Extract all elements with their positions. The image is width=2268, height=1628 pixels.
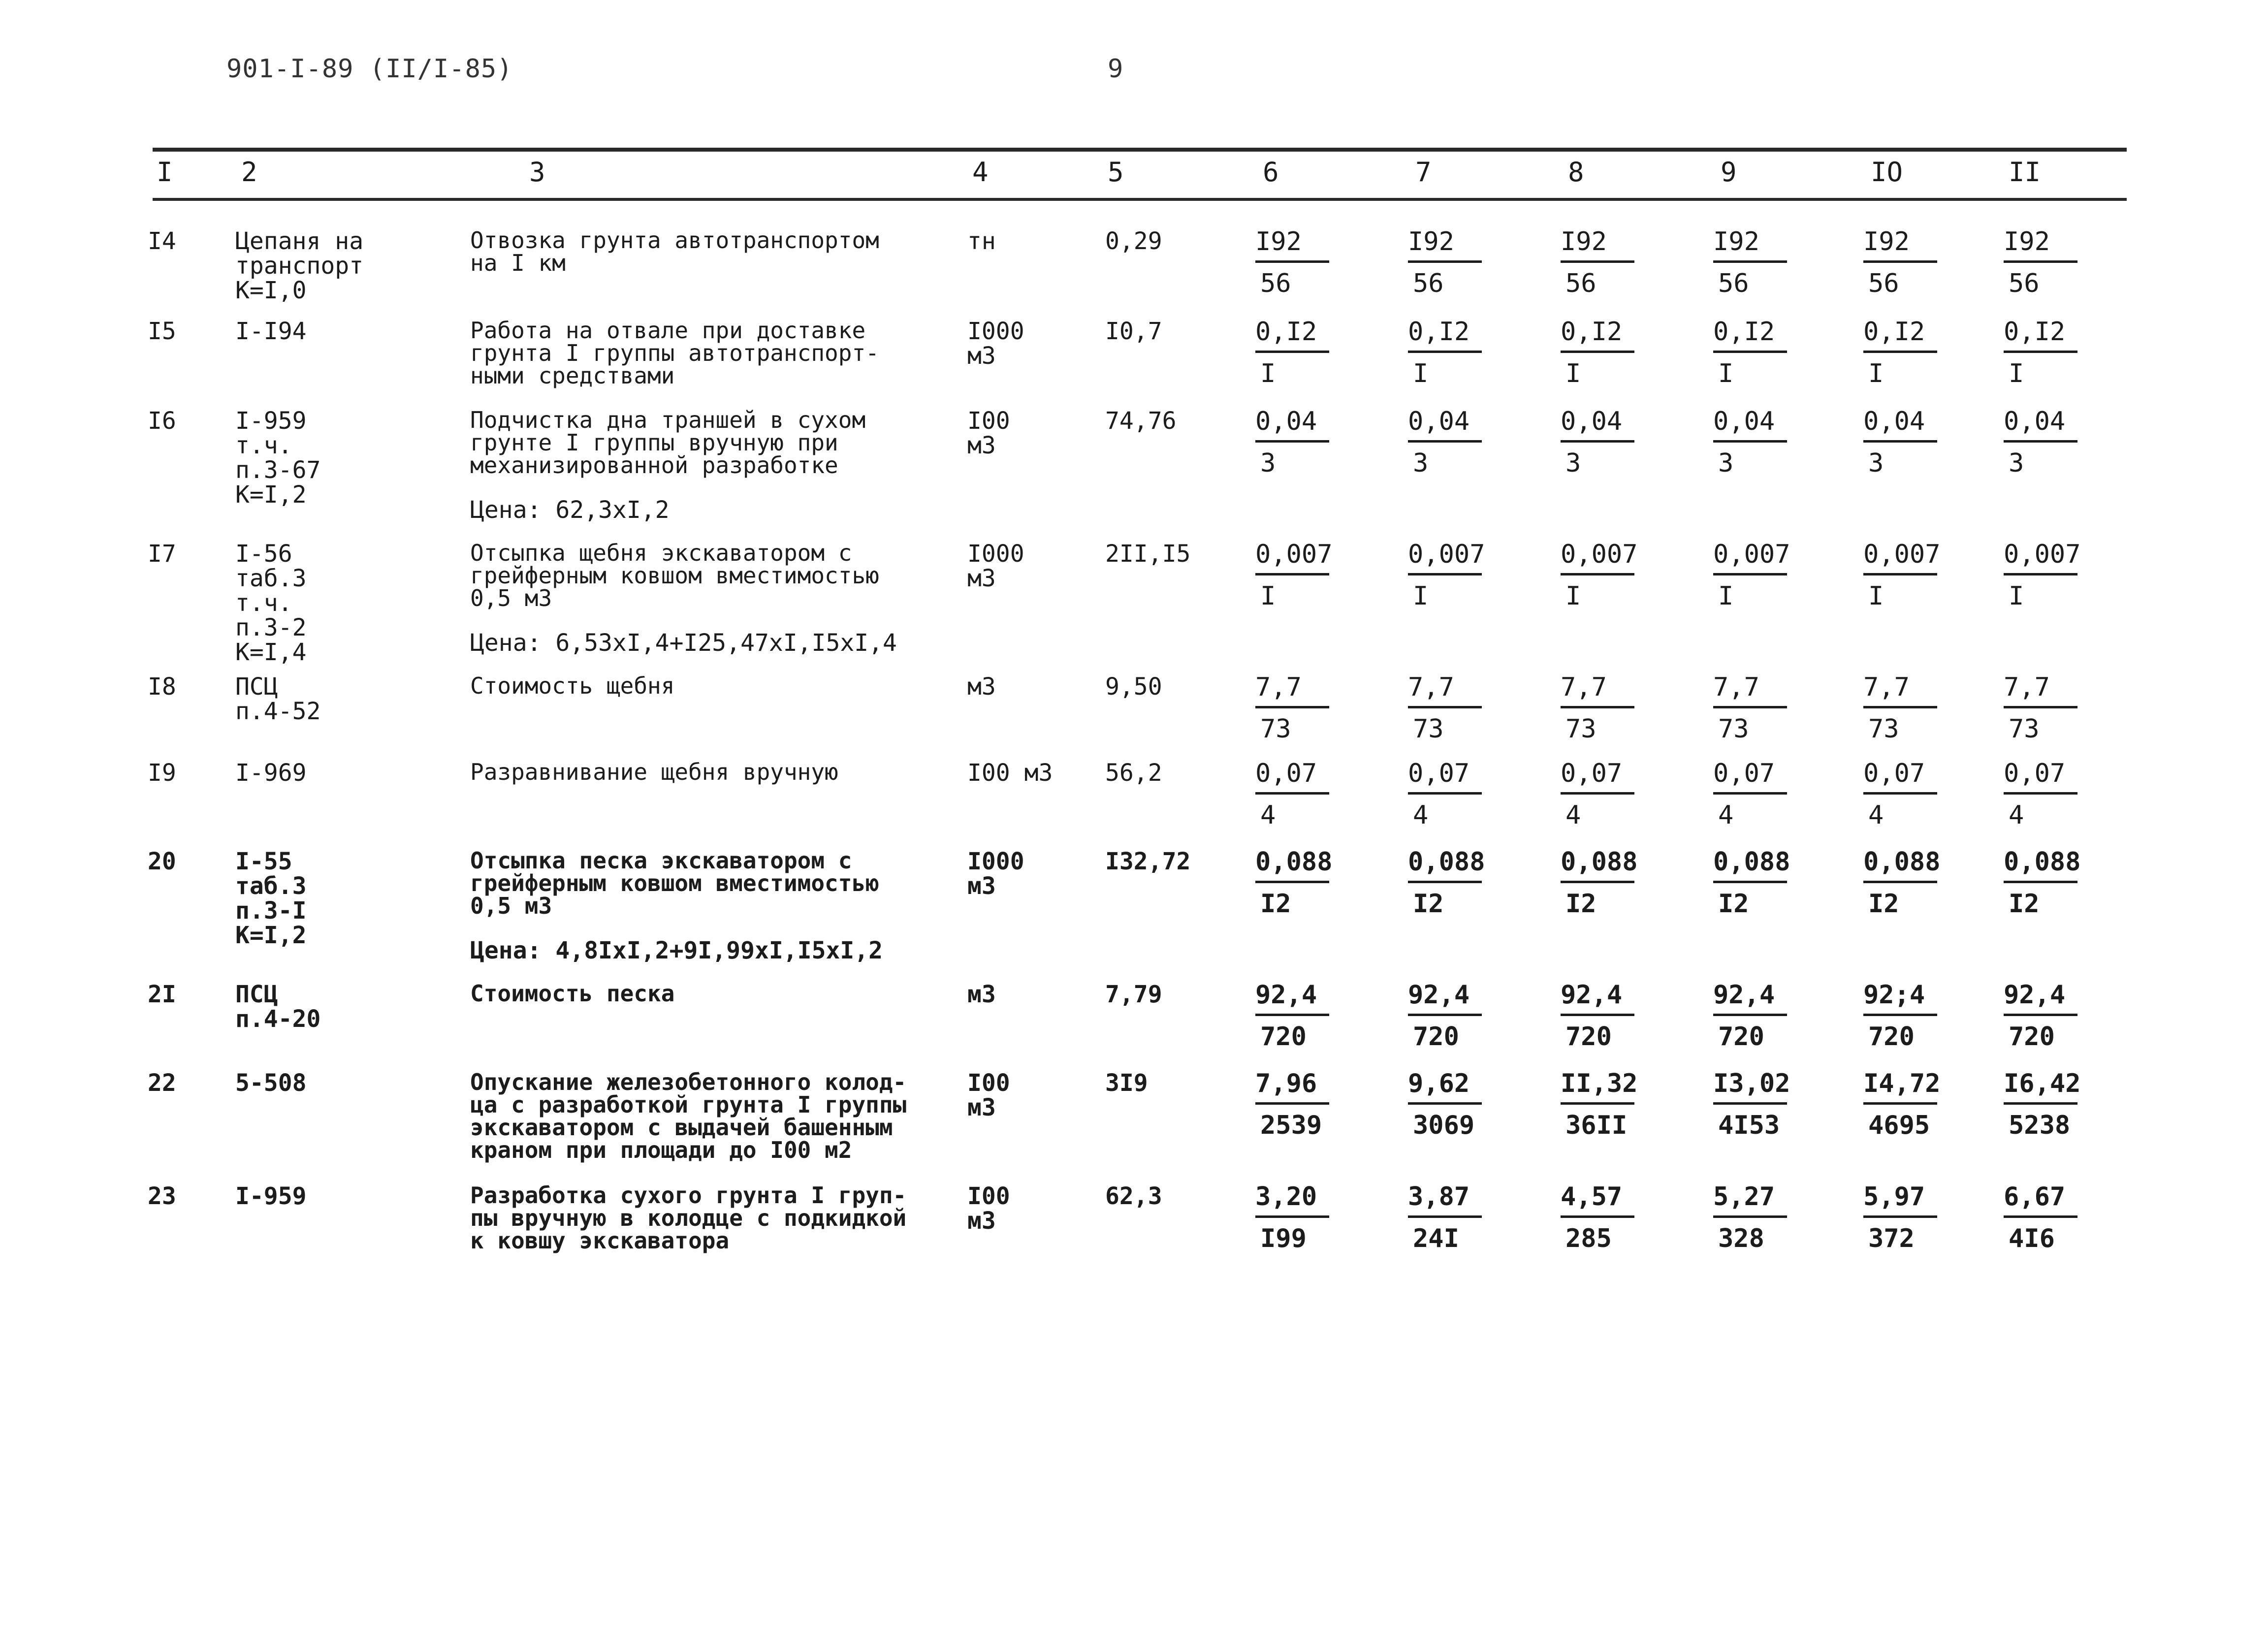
fraction-denominator: 4 bbox=[1413, 800, 1429, 830]
fraction-numerator: 0,I2 bbox=[2004, 319, 2077, 353]
fraction-numerator: 0,I2 bbox=[1561, 319, 1634, 353]
price-calculation: Цена: 62,3xI,2 bbox=[470, 496, 670, 524]
fraction-denominator: 720 bbox=[1260, 1022, 1307, 1052]
fraction-denominator: 4 bbox=[1718, 800, 1734, 830]
unit: I000 м3 bbox=[967, 848, 1024, 900]
fraction-numerator: I6,42 bbox=[2004, 1071, 2077, 1105]
value-fraction bbox=[2004, 319, 2077, 386]
value-fraction bbox=[1255, 674, 1329, 742]
fraction-numerator: 0,07 bbox=[1408, 761, 1482, 795]
fraction-numerator: I92 bbox=[2004, 229, 2077, 263]
fraction-denominator: 4 bbox=[1260, 800, 1276, 830]
fraction-denominator: 56 bbox=[2009, 269, 2040, 298]
fraction-numerator: 0,04 bbox=[1713, 409, 1787, 443]
fraction-numerator: 0,007 bbox=[2004, 542, 2077, 575]
unit: I00 м3 bbox=[967, 407, 1010, 459]
value-fraction bbox=[1863, 319, 1937, 386]
unit-price: 9,50 bbox=[1105, 673, 1162, 701]
unit: I000 м3 bbox=[967, 540, 1024, 592]
fraction-denominator: 56 bbox=[1260, 269, 1291, 298]
work-description: Отсыпка песка экскаватором с грейферным ковшом вместимостью 0,5 м3 bbox=[470, 847, 879, 919]
value-fraction bbox=[2004, 1184, 2077, 1251]
fraction-numerator: 7,7 bbox=[1863, 674, 1937, 708]
fraction-numerator: 0,088 bbox=[1408, 849, 1482, 883]
fraction-numerator: 0,088 bbox=[2004, 849, 2077, 883]
fraction-denominator: I2 bbox=[2009, 889, 2040, 919]
unit: I00 м3 bbox=[967, 1182, 1010, 1235]
fraction-denominator: 4I53 bbox=[1718, 1111, 1780, 1140]
fraction-denominator: I bbox=[1868, 581, 1884, 611]
work-description: Разработка сухого грунта I груп- пы вручную в колодце с подкидкой к ковшу экскаватора bbox=[470, 1182, 907, 1254]
value-fraction bbox=[2004, 540, 2081, 611]
fraction-denominator: I bbox=[2009, 581, 2024, 611]
value-fraction bbox=[1713, 982, 1787, 1050]
value-fraction bbox=[1863, 229, 1937, 296]
value-fraction bbox=[1713, 1069, 1790, 1140]
fraction-denominator: 73 bbox=[2009, 714, 2040, 744]
row-number: I4 bbox=[148, 227, 176, 255]
fraction-numerator: 7,7 bbox=[1408, 674, 1482, 708]
fraction-denominator: 328 bbox=[1718, 1224, 1764, 1253]
row-number: 22 bbox=[148, 1069, 176, 1097]
rate-code: I-959 т.ч. п.3-67 К=I,2 bbox=[235, 407, 321, 509]
row-number: 20 bbox=[148, 848, 176, 875]
unit-price: 62,3 bbox=[1105, 1182, 1162, 1210]
fraction-numerator: 7,7 bbox=[1561, 674, 1634, 708]
fraction-denominator: 3 bbox=[2009, 448, 2024, 478]
fraction-denominator: 4 bbox=[1565, 800, 1581, 830]
fraction-numerator: 0,088 bbox=[1561, 849, 1634, 883]
fraction-denominator: I bbox=[1565, 359, 1581, 388]
unit-price: 56,2 bbox=[1105, 759, 1162, 787]
work-description: Отвозка грунта автотранспортом на I км bbox=[470, 227, 879, 276]
fraction-numerator: 92,4 bbox=[2004, 982, 2077, 1016]
fraction-numerator: 0,I2 bbox=[1863, 319, 1937, 353]
fraction-numerator: 0,04 bbox=[1561, 409, 1634, 443]
value-fraction bbox=[1408, 319, 1482, 386]
fraction-denominator: 720 bbox=[2009, 1022, 2055, 1052]
value-fraction bbox=[1408, 1184, 1482, 1251]
value-fraction bbox=[1561, 761, 1634, 828]
rate-code: I-959 bbox=[235, 1182, 307, 1210]
fraction-denominator: 5238 bbox=[2009, 1111, 2071, 1140]
fraction-denominator: 56 bbox=[1718, 269, 1749, 298]
header-bottom-rule bbox=[153, 198, 2127, 201]
fraction-numerator: 5,97 bbox=[1863, 1184, 1937, 1218]
unit: I00 м3 bbox=[967, 1069, 1010, 1121]
fraction-numerator: 92,4 bbox=[1408, 982, 1482, 1016]
fraction-denominator: I2 bbox=[1413, 889, 1444, 919]
row-number: 2I bbox=[148, 981, 176, 1008]
value-fraction bbox=[1255, 982, 1329, 1050]
rate-code: ПСЦ п.4-20 bbox=[235, 981, 321, 1033]
value-fraction bbox=[1408, 229, 1482, 296]
value-fraction bbox=[1255, 847, 1333, 919]
value-fraction bbox=[1561, 540, 1638, 611]
value-fraction bbox=[1408, 409, 1482, 476]
fraction-denominator: 3069 bbox=[1413, 1111, 1475, 1140]
fraction-numerator: 0,07 bbox=[1255, 761, 1329, 795]
unit-price: 0,29 bbox=[1105, 227, 1162, 255]
column-number-4: 4 bbox=[972, 157, 989, 188]
value-fraction bbox=[1561, 674, 1634, 742]
fraction-denominator: I2 bbox=[1565, 889, 1597, 919]
fraction-numerator: 0,07 bbox=[2004, 761, 2077, 795]
unit-price: 7,79 bbox=[1105, 981, 1162, 1008]
fraction-denominator: 73 bbox=[1260, 714, 1291, 744]
fraction-numerator: 0,007 bbox=[1863, 542, 1937, 575]
fraction-numerator: I92 bbox=[1255, 229, 1329, 263]
value-fraction bbox=[1863, 409, 1937, 476]
unit: м3 bbox=[967, 981, 996, 1008]
unit-price: 74,76 bbox=[1105, 407, 1177, 435]
fraction-denominator: 372 bbox=[1868, 1224, 1915, 1253]
fraction-denominator: 3 bbox=[1718, 448, 1734, 478]
fraction-denominator: I2 bbox=[1718, 889, 1749, 919]
fraction-numerator: 92,4 bbox=[1561, 982, 1634, 1016]
unit-price: 2II,I5 bbox=[1105, 540, 1191, 568]
fraction-denominator: 56 bbox=[1565, 269, 1597, 298]
value-fraction bbox=[1713, 319, 1787, 386]
value-fraction bbox=[1408, 540, 1485, 611]
unit: м3 bbox=[967, 673, 996, 701]
value-fraction bbox=[1408, 847, 1485, 919]
work-description: Работа на отвале при доставке грунта I группы автотранспорт- ными средствами bbox=[470, 317, 879, 389]
column-number-5: 5 bbox=[1108, 157, 1124, 188]
fraction-denominator: 56 bbox=[1413, 269, 1444, 298]
value-fraction bbox=[1863, 847, 1941, 919]
fraction-denominator: 4 bbox=[1868, 800, 1884, 830]
fraction-numerator: 7,7 bbox=[1713, 674, 1787, 708]
unit: тн bbox=[967, 227, 996, 255]
work-description: Отсыпка щебня экскаватором с грейферным ковшом вместимостью 0,5 м3 bbox=[470, 540, 879, 611]
value-fraction bbox=[2004, 982, 2077, 1050]
rate-code: Цепаня на транспорт К=I,0 bbox=[235, 227, 364, 304]
fraction-denominator: 3 bbox=[1868, 448, 1884, 478]
column-number-3: 3 bbox=[529, 157, 545, 188]
fraction-numerator: I92 bbox=[1561, 229, 1634, 263]
price-calculation: Цена: 6,53xI,4+I25,47xI,I5xI,4 bbox=[470, 629, 897, 657]
fraction-numerator: I92 bbox=[1863, 229, 1937, 263]
fraction-denominator: 3 bbox=[1260, 448, 1276, 478]
fraction-numerator: 0,07 bbox=[1561, 761, 1634, 795]
column-number-10: IO bbox=[1871, 157, 1903, 188]
work-description: Опускание железобетонного колод- ца с разработкой грунта I группы экскаватором с выдачей башенным краном при площади до I00 м2 bbox=[470, 1069, 907, 1163]
value-fraction bbox=[1255, 540, 1333, 611]
value-fraction bbox=[1408, 1071, 1482, 1138]
fraction-denominator: I bbox=[1565, 581, 1581, 611]
value-fraction bbox=[1408, 982, 1482, 1050]
fraction-numerator: 9,62 bbox=[1408, 1071, 1482, 1105]
fraction-numerator: 92;4 bbox=[1863, 982, 1937, 1016]
fraction-denominator: 73 bbox=[1868, 714, 1899, 744]
fraction-denominator: I99 bbox=[1260, 1224, 1307, 1253]
fraction-denominator: 56 bbox=[1868, 269, 1899, 298]
column-number-9: 9 bbox=[1721, 157, 1737, 188]
fraction-numerator: 4,57 bbox=[1561, 1184, 1634, 1218]
fraction-numerator: I3,02 bbox=[1713, 1071, 1787, 1105]
value-fraction bbox=[2004, 229, 2077, 296]
fraction-numerator: 5,27 bbox=[1713, 1184, 1787, 1218]
fraction-numerator: 0,04 bbox=[1863, 409, 1937, 443]
fraction-denominator: I bbox=[1718, 581, 1734, 611]
fraction-numerator: I4,72 bbox=[1863, 1071, 1937, 1105]
fraction-denominator: I2 bbox=[1868, 889, 1899, 919]
value-fraction bbox=[1408, 674, 1482, 742]
value-fraction bbox=[1713, 1184, 1787, 1251]
row-number: I5 bbox=[148, 318, 176, 345]
header-top-rule bbox=[153, 148, 2127, 152]
rate-code: ПСЦ п.4-52 bbox=[235, 673, 321, 725]
rate-code: I-969 bbox=[235, 759, 307, 787]
value-fraction bbox=[1561, 319, 1634, 386]
fraction-denominator: 3 bbox=[1565, 448, 1581, 478]
work-description: Стоимость щебня bbox=[470, 672, 675, 699]
value-fraction bbox=[1863, 1184, 1937, 1251]
fraction-numerator: 0,04 bbox=[1408, 409, 1482, 443]
row-number: I9 bbox=[148, 759, 176, 787]
value-fraction bbox=[1255, 409, 1329, 476]
fraction-denominator: 720 bbox=[1413, 1022, 1459, 1052]
value-fraction bbox=[2004, 761, 2077, 828]
fraction-denominator: I bbox=[1260, 359, 1276, 388]
fraction-denominator: 4695 bbox=[1868, 1111, 1930, 1140]
value-fraction bbox=[1713, 674, 1787, 742]
value-fraction bbox=[1255, 319, 1329, 386]
value-fraction bbox=[2004, 847, 2081, 919]
fraction-numerator: 0,088 bbox=[1863, 849, 1937, 883]
fraction-denominator: 720 bbox=[1565, 1022, 1612, 1052]
fraction-numerator: 0,07 bbox=[1863, 761, 1937, 795]
value-fraction bbox=[1713, 409, 1787, 476]
fraction-numerator: 0,04 bbox=[1255, 409, 1329, 443]
value-fraction bbox=[1713, 761, 1787, 828]
value-fraction bbox=[1863, 982, 1937, 1050]
fraction-numerator: 3,20 bbox=[1255, 1184, 1329, 1218]
fraction-denominator: 73 bbox=[1718, 714, 1749, 744]
fraction-denominator: 4I6 bbox=[2009, 1224, 2055, 1253]
fraction-denominator: I bbox=[2009, 359, 2024, 388]
fraction-denominator: 73 bbox=[1413, 714, 1444, 744]
value-fraction bbox=[2004, 1069, 2081, 1140]
fraction-numerator: I92 bbox=[1408, 229, 1482, 263]
fraction-numerator: 0,07 bbox=[1713, 761, 1787, 795]
fraction-denominator: 36II bbox=[1565, 1111, 1628, 1140]
value-fraction bbox=[1863, 761, 1937, 828]
fraction-numerator: I92 bbox=[1713, 229, 1787, 263]
value-fraction bbox=[1561, 982, 1634, 1050]
fraction-numerator: 3,87 bbox=[1408, 1184, 1482, 1218]
fraction-numerator: 7,7 bbox=[2004, 674, 2077, 708]
unit-price: 3I9 bbox=[1105, 1069, 1148, 1097]
work-description: Разравнивание щебня вручную bbox=[470, 759, 838, 785]
fraction-numerator: 6,67 bbox=[2004, 1184, 2077, 1218]
fraction-denominator: I bbox=[1260, 581, 1276, 611]
value-fraction bbox=[1255, 1071, 1329, 1138]
fraction-numerator: 0,007 bbox=[1713, 542, 1787, 575]
column-number-7: 7 bbox=[1415, 157, 1432, 188]
fraction-numerator: 0,I2 bbox=[1408, 319, 1482, 353]
work-description: Стоимость песка bbox=[470, 980, 675, 1007]
column-number-1: I bbox=[157, 157, 173, 188]
unit-price: I32,72 bbox=[1105, 848, 1191, 875]
fraction-numerator: 7,96 bbox=[1255, 1071, 1329, 1105]
fraction-denominator: 2539 bbox=[1260, 1111, 1322, 1140]
rate-code: I-55 таб.3 п.3-I К=I,2 bbox=[235, 848, 307, 949]
value-fraction bbox=[1255, 229, 1329, 296]
value-fraction bbox=[1561, 409, 1634, 476]
fraction-numerator: 0,007 bbox=[1255, 542, 1329, 575]
fraction-denominator: I bbox=[1413, 581, 1429, 611]
rate-code: 5-508 bbox=[235, 1069, 307, 1097]
fraction-numerator: 92,4 bbox=[1713, 982, 1787, 1016]
unit-price: I0,7 bbox=[1105, 318, 1162, 345]
value-fraction bbox=[1561, 229, 1634, 296]
value-fraction bbox=[1408, 761, 1482, 828]
row-number: 23 bbox=[148, 1182, 176, 1210]
fraction-numerator: 0,088 bbox=[1713, 849, 1787, 883]
value-fraction bbox=[1713, 540, 1790, 611]
unit: I000 м3 bbox=[967, 318, 1024, 370]
fraction-numerator: 0,007 bbox=[1561, 542, 1634, 575]
fraction-denominator: I bbox=[1413, 359, 1429, 388]
row-number: I8 bbox=[148, 673, 176, 701]
rate-code: I-56 таб.3 т.ч. п.3-2 К=I,4 bbox=[235, 540, 307, 666]
fraction-denominator: 4 bbox=[2009, 800, 2024, 830]
column-number-6: 6 bbox=[1263, 157, 1279, 188]
fraction-denominator: 720 bbox=[1868, 1022, 1915, 1052]
value-fraction bbox=[1255, 761, 1329, 828]
column-number-11: II bbox=[2009, 157, 2041, 188]
fraction-denominator: 285 bbox=[1565, 1224, 1612, 1253]
value-fraction bbox=[1713, 847, 1790, 919]
value-fraction bbox=[2004, 674, 2077, 742]
page-number: 9 bbox=[1108, 54, 1123, 84]
fraction-numerator: 0,I2 bbox=[1255, 319, 1329, 353]
fraction-numerator: 0,04 bbox=[2004, 409, 2077, 443]
fraction-denominator: 3 bbox=[1413, 448, 1429, 478]
fraction-numerator: 7,7 bbox=[1255, 674, 1329, 708]
unit: I00 м3 bbox=[967, 759, 1053, 787]
fraction-numerator: 92,4 bbox=[1255, 982, 1329, 1016]
value-fraction bbox=[2004, 409, 2077, 476]
value-fraction bbox=[1255, 1184, 1329, 1251]
value-fraction bbox=[1561, 847, 1638, 919]
price-calculation: Цена: 4,8IxI,2+9I,99xI,I5xI,2 bbox=[470, 937, 883, 964]
column-number-2: 2 bbox=[241, 157, 257, 188]
fraction-numerator: II,32 bbox=[1561, 1071, 1634, 1105]
document-code: 901-I-89 (II/I-85) bbox=[226, 54, 513, 84]
fraction-numerator: 0,I2 bbox=[1713, 319, 1787, 353]
value-fraction bbox=[1713, 229, 1787, 296]
fraction-denominator: I2 bbox=[1260, 889, 1291, 919]
fraction-numerator: 0,088 bbox=[1255, 849, 1329, 883]
fraction-denominator: I bbox=[1718, 359, 1734, 388]
value-fraction bbox=[1863, 1069, 1941, 1140]
fraction-denominator: I bbox=[1868, 359, 1884, 388]
row-number: I7 bbox=[148, 540, 176, 568]
row-number: I6 bbox=[148, 407, 176, 435]
fraction-denominator: 720 bbox=[1718, 1022, 1764, 1052]
fraction-denominator: 73 bbox=[1565, 714, 1597, 744]
value-fraction bbox=[1863, 540, 1941, 611]
fraction-numerator: 0,007 bbox=[1408, 542, 1482, 575]
work-description: Подчистка дна траншей в сухом грунте I группы вручную при механизированной разработке bbox=[470, 407, 866, 479]
value-fraction bbox=[1561, 1069, 1638, 1140]
value-fraction bbox=[1561, 1184, 1634, 1251]
column-number-8: 8 bbox=[1568, 157, 1584, 188]
value-fraction bbox=[1863, 674, 1937, 742]
rate-code: I-I94 bbox=[235, 318, 307, 345]
fraction-denominator: 24I bbox=[1413, 1224, 1459, 1253]
